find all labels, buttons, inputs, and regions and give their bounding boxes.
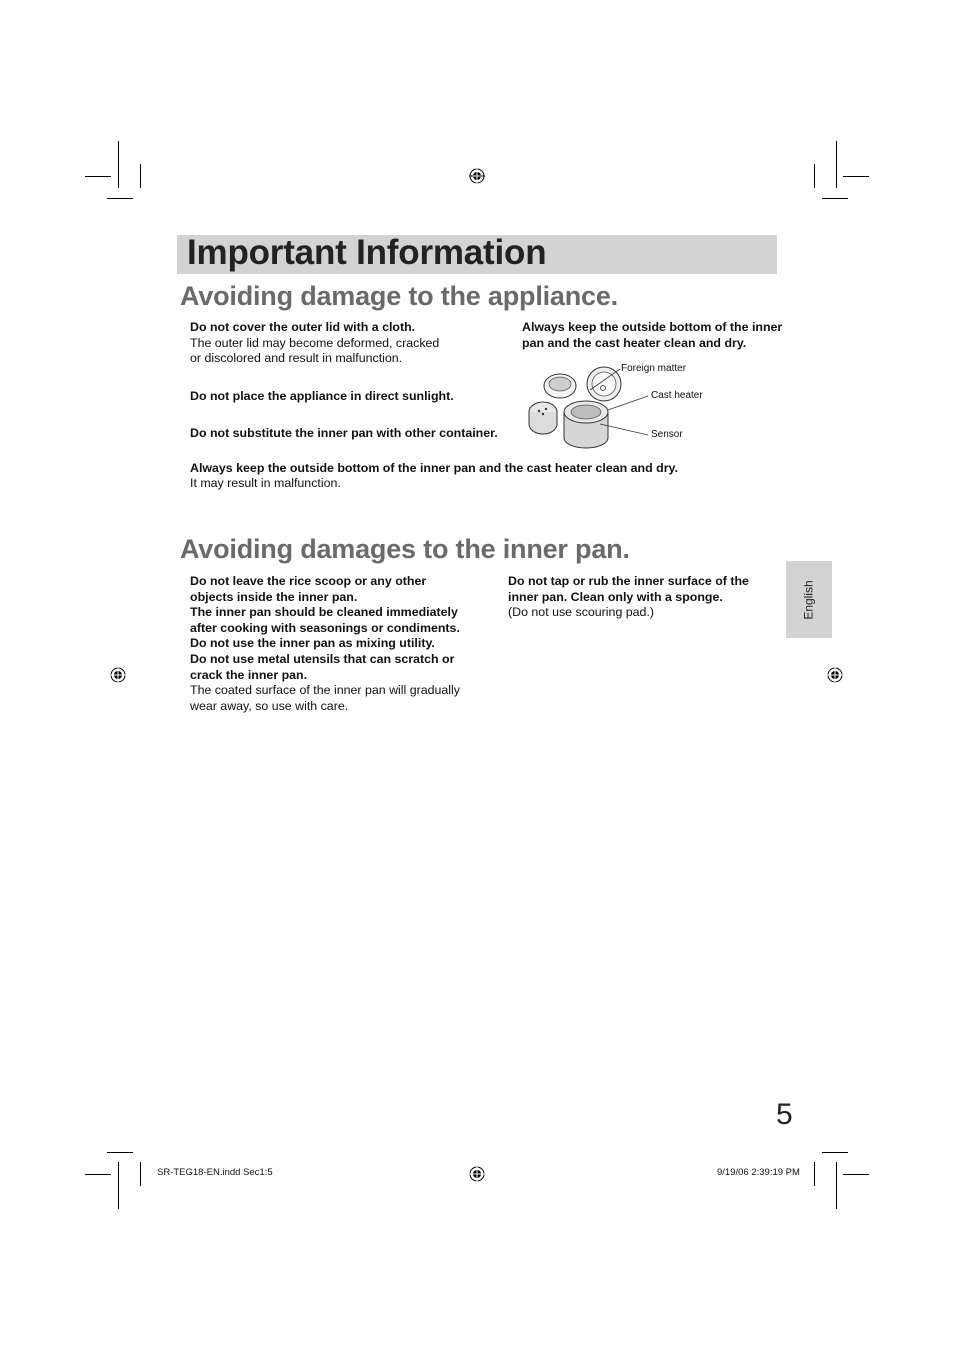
inner-pan-line: objects inside the inner pan. (190, 589, 358, 604)
crop-mark (822, 198, 848, 199)
inner-pan-line: Do not use the inner pan as mixing utility. (190, 636, 435, 651)
crop-mark (814, 164, 815, 188)
section-heading-appliance: Avoiding damage to the appliance. (180, 281, 618, 311)
appliance-right-column (522, 320, 782, 351)
crop-mark (843, 1174, 869, 1175)
item-container-heading: Do not substitute the inner pan with other container. (190, 426, 498, 440)
item-sunlight (190, 389, 454, 405)
crop-mark (836, 1162, 837, 1209)
registration-mark-icon (110, 667, 126, 683)
label-sensor: Sensor (651, 429, 683, 440)
item-cloth-text: or discolored and result in malfunction. (190, 351, 403, 366)
crop-mark (107, 1152, 133, 1153)
bottom-note-heading: Always keep the outside bottom of the inner pan and the cast heater clean and dry. (190, 461, 678, 475)
item-cloth-heading: Do not cover the outer lid with a cloth. (190, 320, 416, 334)
inner-pan-left-column (190, 574, 460, 714)
registration-mark-icon (827, 667, 843, 683)
crop-mark (85, 1174, 111, 1175)
appliance-bottom-note (190, 461, 678, 491)
crop-mark (118, 1162, 119, 1209)
section-heading-inner-pan: Avoiding damages to the inner pan. (180, 534, 630, 564)
right-heading-line: Always keep the outside bottom of the inner (522, 320, 783, 334)
language-tab-label (786, 561, 832, 638)
page-number: 5 (776, 1098, 793, 1131)
inner-pan-right-column (508, 574, 749, 621)
inner-pan-right-line: (Do not use scouring pad.) (508, 605, 655, 620)
inner-pan-line: Do not use metal utensils that can scratch or (190, 651, 455, 666)
item-cloth-text: The outer lid may become deformed, cracked (190, 335, 440, 350)
registration-mark-icon (469, 1166, 485, 1182)
item-container (190, 426, 498, 442)
page-title: Important Information (187, 233, 547, 272)
bottom-note-text: It may result in malfunction. (190, 475, 341, 490)
inner-pan-line: crack the inner pan. (190, 667, 308, 682)
crop-mark (140, 1162, 141, 1186)
language-tab-text: English (801, 579, 816, 620)
registration-mark-icon (469, 168, 485, 184)
crop-mark (843, 176, 869, 177)
crop-mark (85, 176, 111, 177)
label-foreign-matter: Foreign matter (621, 363, 687, 374)
crop-mark (814, 1162, 815, 1186)
inner-pan-line: wear away, so use with care. (190, 698, 349, 713)
item-sunlight-heading: Do not place the appliance in direct sunlight. (190, 389, 454, 403)
inner-pan-right-line: inner pan. Clean only with a sponge. (508, 589, 723, 604)
inner-pan-line: The coated surface of the inner pan will gradually (190, 683, 460, 698)
appliance-left-column (190, 320, 439, 367)
right-heading-line: pan and the cast heater clean and dry. (522, 335, 747, 350)
inner-pan-line: Do not leave the rice scoop or any other (190, 574, 427, 588)
crop-mark (118, 141, 119, 188)
crop-mark (140, 164, 141, 188)
crop-mark (107, 198, 133, 199)
label-cast-heater: Cast heater (651, 390, 703, 401)
crop-mark (822, 1152, 848, 1153)
crop-mark (836, 141, 837, 188)
inner-pan-right-line: Do not tap or rub the inner surface of the (508, 574, 749, 588)
inner-pan-line: after cooking with seasonings or condiments. (190, 620, 460, 635)
footer-datetime: 9/19/06 2:39:19 PM (717, 1167, 800, 1178)
inner-pan-line: The inner pan should be cleaned immediately (190, 605, 458, 620)
footer-file-info: SR-TEG18-EN.indd Sec1:5 (157, 1167, 273, 1178)
